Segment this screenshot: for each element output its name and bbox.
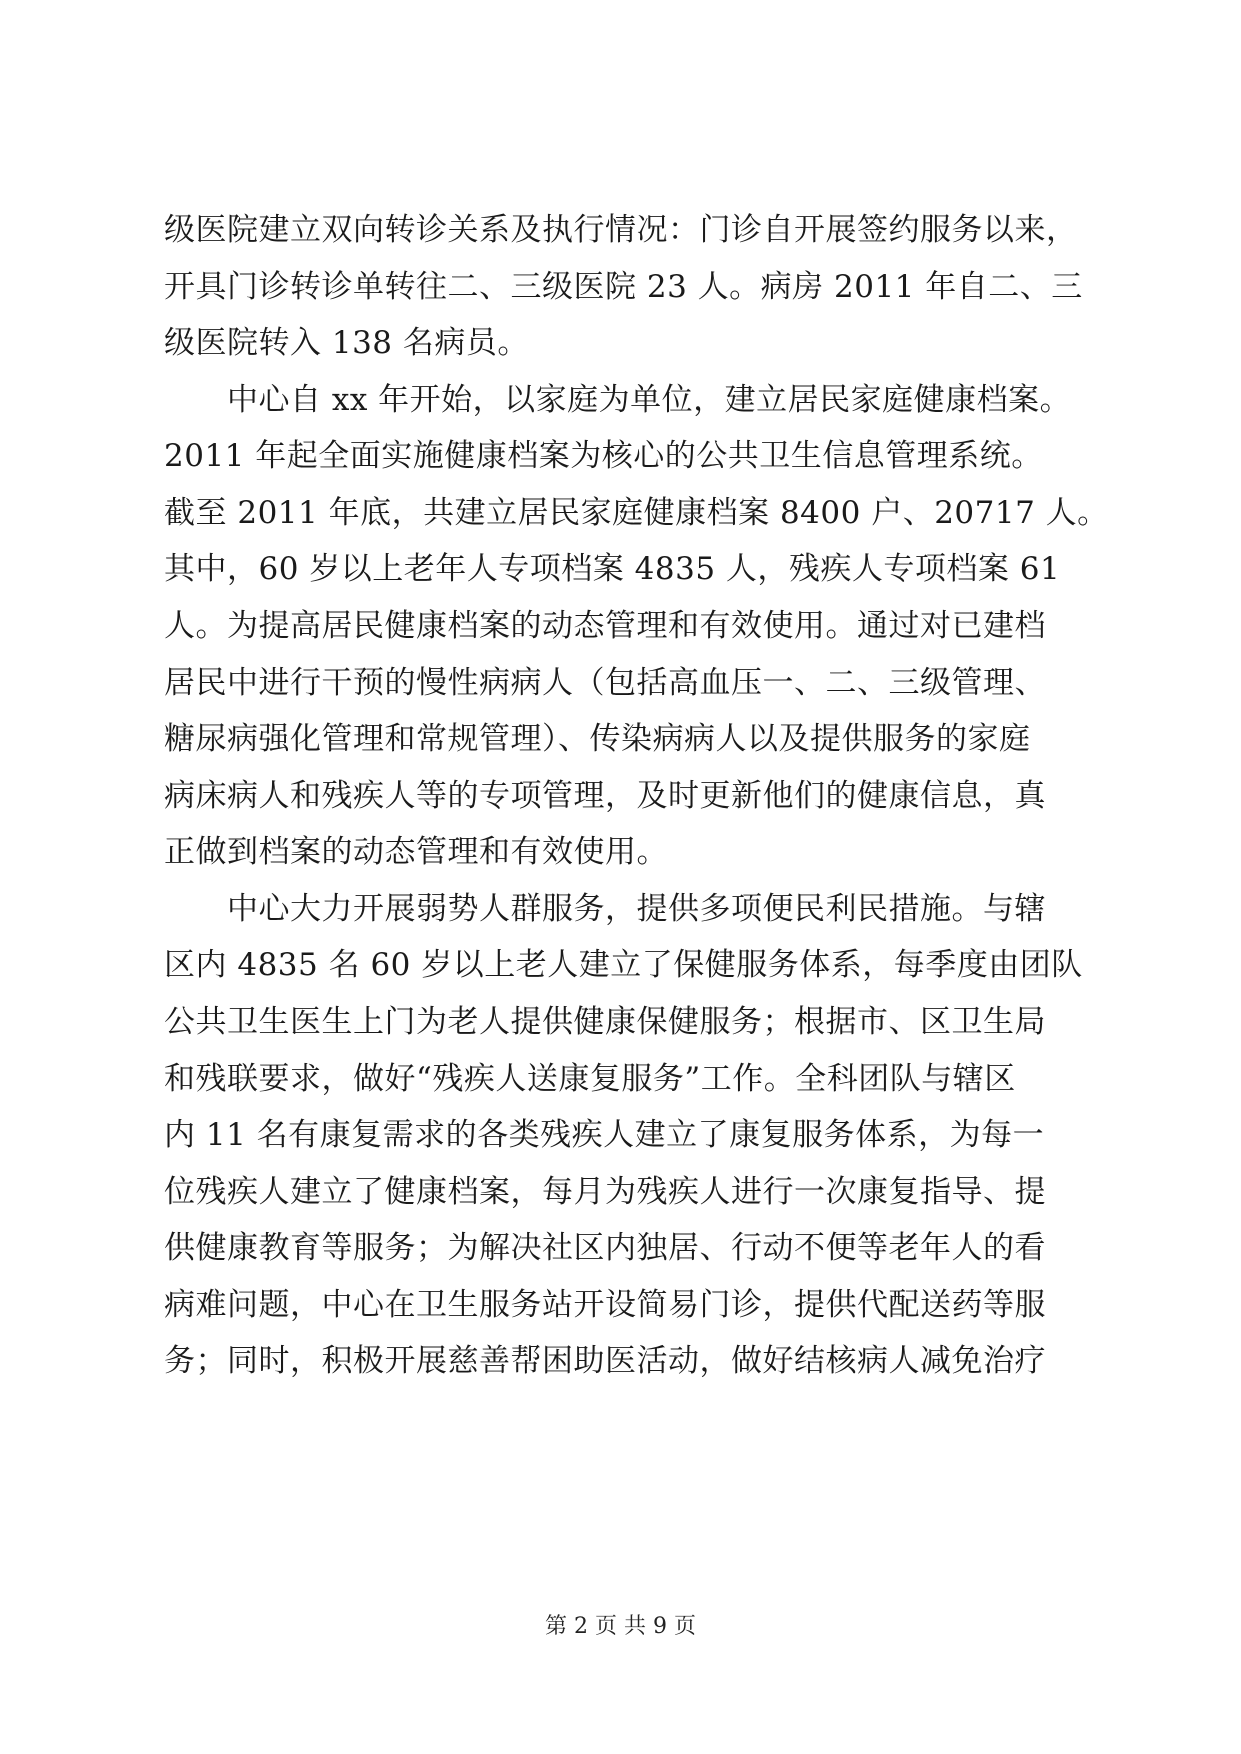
text-line: 2011 年起全面实施健康档案为核心的公共卫生信息管理系统。 (164, 438, 1043, 474)
page-footer: 第 2 页 共 9 页 (545, 1614, 696, 1639)
text-line: 和残联要求，做好“残疾人送康复服务”工作。全科团队与辖区 (164, 1061, 1016, 1097)
text-line: 级医院转入 138 名病员。 (164, 325, 529, 361)
text-line: 中心自 xx 年开始，以家庭为单位，建立居民家庭健康档案。 (164, 382, 1072, 418)
text-line: 糖尿病强化管理和常规管理）、传染病病人以及提供服务的家庭 (164, 721, 1031, 757)
text-line: 内 11 名有康复需求的各类残疾人建立了康复服务体系，为每一 (164, 1117, 1045, 1153)
text-line: 级医院建立双向转诊关系及执行情况：门诊自开展签约服务以来， (164, 212, 1078, 248)
text-line: 中心大力开展弱势人群服务，提供多项便民利民措施。与辖 (164, 891, 1046, 927)
text-line: 务；同时，积极开展慈善帮困助医活动，做好结核病人减免治疗 (164, 1343, 1046, 1379)
text-line: 开具门诊转诊单转往二、三级医院 23 人。病房 2011 年自二、三 (164, 269, 1083, 305)
text-line: 正做到档案的动态管理和有效使用。 (164, 834, 668, 870)
text-line: 其中，60 岁以上老年人专项档案 4835 人，残疾人专项档案 61 (164, 551, 1061, 587)
text-line: 截至 2011 年底，共建立居民家庭健康档案 8400 户、20717 人。 (164, 495, 1109, 531)
text-line: 病床病人和残疾人等的专项管理，及时更新他们的健康信息，真 (164, 778, 1046, 814)
text-line: 人。为提高居民健康档案的动态管理和有效使用。通过对已建档 (164, 608, 1046, 644)
text-line: 公共卫生医生上门为老人提供健康保健服务；根据市、区卫生局 (164, 1004, 1046, 1040)
text-line: 居民中进行干预的慢性病病人（包括高血压一、二、三级管理、 (164, 665, 1046, 701)
text-line: 供健康教育等服务；为解决社区内独居、行动不便等老年人的看 (164, 1230, 1046, 1266)
text-line: 位残疾人建立了健康档案，每月为残疾人进行一次康复指导、提 (164, 1174, 1046, 1210)
text-line: 区内 4835 名 60 岁以上老人建立了保健服务体系，每季度由团队 (164, 947, 1083, 983)
text-line: 病难问题，中心在卫生服务站开设简易门诊，提供代配送药等服 (164, 1287, 1046, 1323)
